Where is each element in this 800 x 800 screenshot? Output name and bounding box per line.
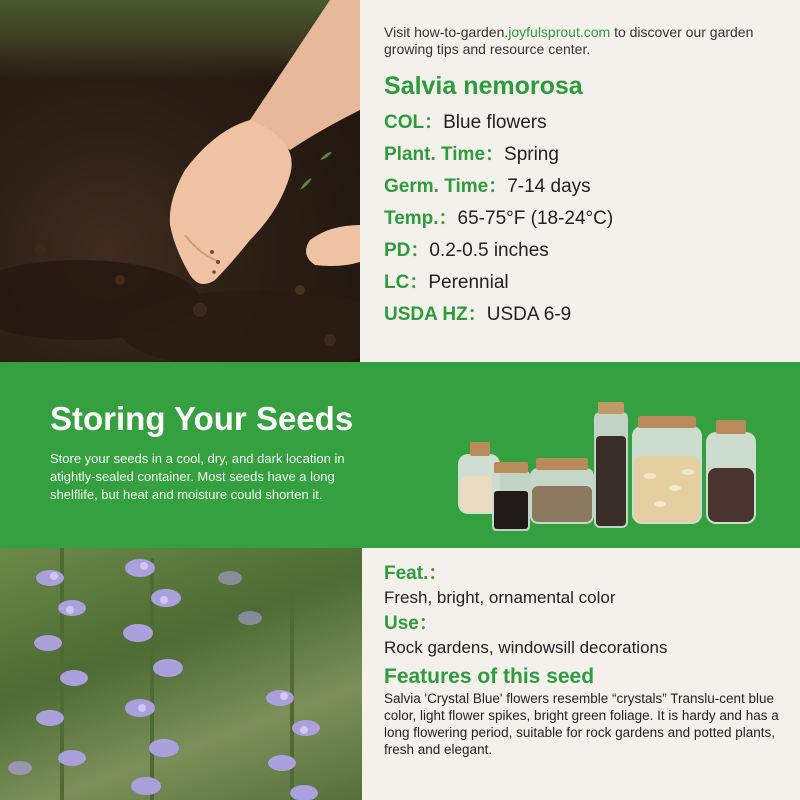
storing-banner xyxy=(0,362,800,548)
storing-text: Store your seeds in a cool, dry, and dark location in atightly-sealed container. Most seeds have a long shelflife, but heat and moisture could shorten it. xyxy=(50,451,345,502)
feat-label: Feat.： xyxy=(384,563,448,584)
spec-key: Temp.： xyxy=(384,208,458,229)
spec-usda-zone xyxy=(384,299,784,331)
spec-value: USDA 6-9 xyxy=(486,304,572,325)
spec-value: 0.2-0.5 inches xyxy=(429,240,549,261)
spec-temp xyxy=(384,203,784,235)
feat-value: Fresh, bright, ornamental color xyxy=(384,588,616,607)
spec-key: COL： xyxy=(384,112,444,133)
seed-jars-illustration xyxy=(450,376,770,536)
spec-plant-time xyxy=(384,139,784,171)
spec-germ-time xyxy=(384,171,784,203)
visit-note xyxy=(384,24,784,58)
visit-suffix: to discover our garden growing tips and resource center. xyxy=(384,24,754,57)
salvia-flowers-illustration xyxy=(0,548,362,800)
spec-value: Spring xyxy=(504,144,559,165)
plant-name: Salvia nemorosa xyxy=(384,72,583,100)
hand-sowing-seeds-illustration xyxy=(0,0,360,362)
spec-planting-depth xyxy=(384,235,784,267)
bottom-section xyxy=(0,548,800,800)
storing-title: Storing Your Seeds xyxy=(50,400,354,437)
spec-key: LC： xyxy=(384,272,429,293)
spec-value: 65-75°F (18-24°C) xyxy=(457,208,614,229)
brand-link[interactable]: joyfulsprout.com xyxy=(508,24,611,40)
spec-key: USDA HZ： xyxy=(384,304,487,325)
plant-info-panel xyxy=(384,24,784,331)
spec-key: PD： xyxy=(384,240,430,261)
use-label: Use： xyxy=(384,613,438,634)
spec-value: 7-14 days xyxy=(507,176,591,197)
seed-features-title: Features of this seed xyxy=(384,665,595,688)
spec-value: Perennial xyxy=(428,272,509,293)
seed-features-text: Salvia 'Crystal Blue' flowers resemble “crystals” Translu-cent blue color, light flower spikes, bright green foliage. It is hardy and has a long flowering period, suitable for rock gardens and potted plants, fresh and elegant. xyxy=(384,691,779,757)
spec-life-cycle xyxy=(384,267,784,299)
soil-hand-photo xyxy=(0,0,360,362)
visit-prefix: Visit how-to-garden. xyxy=(384,24,509,40)
salvia-flower-photo xyxy=(0,548,362,800)
spec-color xyxy=(384,107,784,139)
spec-list xyxy=(384,107,784,331)
spec-key: Plant. Time： xyxy=(384,144,505,165)
top-section xyxy=(0,0,800,362)
use-value: Rock gardens, windowsill decorations xyxy=(384,638,668,657)
features-panel xyxy=(384,562,788,758)
spec-key: Germ. Time： xyxy=(384,176,508,197)
spec-value: Blue flowers xyxy=(443,112,547,133)
